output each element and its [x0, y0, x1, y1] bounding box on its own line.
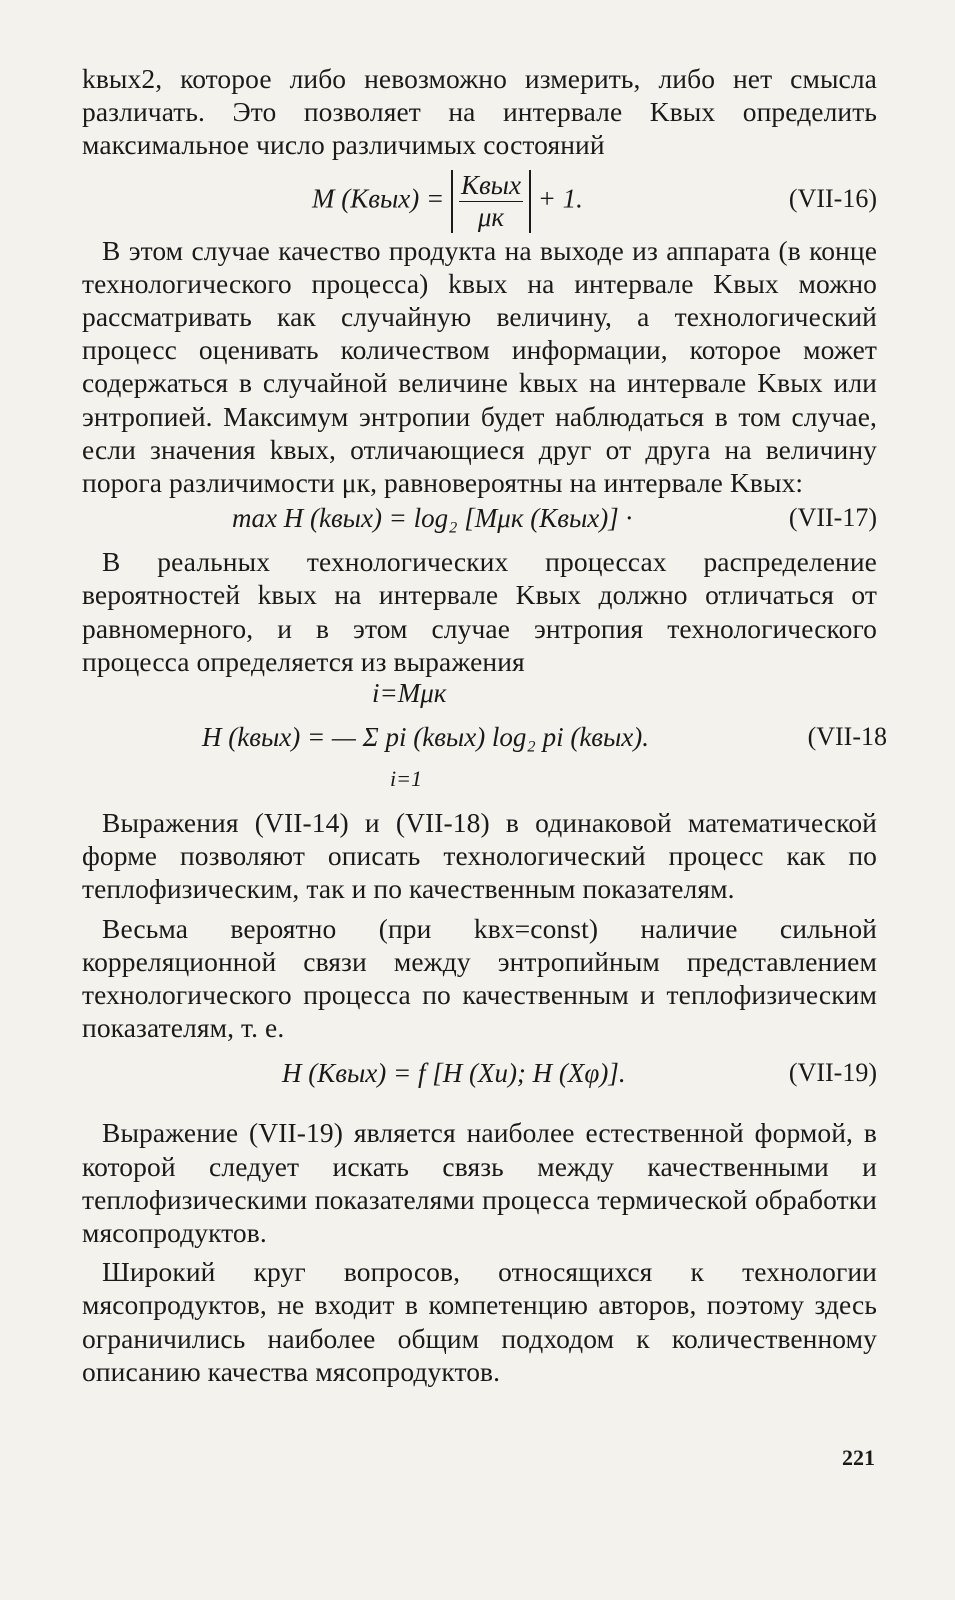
paragraph-2: В этом случае качество продукта на выходе из аппарата (в конце технологического процесса) kвых на интервале Kвых можно рассматривать как случайную величину, а технологический процесс оценивать количеством информации, которое может содержаться в случайной величине kвых на интервале Kвых или энтропией. Максимум энтропии будет наблюдаться в том случае, если значения kвых, отличающиеся друг от друга на величину порога различимости μк, равновероятны на интервале Kвых:	[82, 234, 877, 499]
formula-16-fraction	[451, 170, 531, 233]
formula-16-number: (VII-16)	[788, 183, 877, 213]
formula-vii-16	[82, 162, 877, 234]
formula-19-expression: H (Kвых) = f [H (Xu); H (Xφ)].	[282, 1058, 626, 1089]
paragraph-4: Выражения (VII-14) и (VII-18) в одинаковой математической форме позволяют описать технологический процесс как по теплофизическим, так и по качественным показателям.	[82, 807, 877, 905]
paragraph-6: Выражение (VII-19) является наиболее естественной формой, в которой следует искать связь между качественными и теплофизическими показателями процесса термической обработки мясопродуктов.	[82, 1117, 877, 1249]
formula-16-lhs: M (Kвых) =	[312, 183, 445, 214]
formula-vii-19	[82, 1044, 877, 1110]
formula-16-denominator: μк	[477, 201, 505, 232]
formula-18-expression: H (kвых) = — Σ pi (kвых) log₂ pi (kвых).	[202, 722, 650, 753]
formula-18-upper-limit: i=Mμк	[372, 678, 447, 709]
paragraph-7: Широкий круг вопросов, относящихся к технологии мясопродуктов, не входит в компетенцию авторов, поэтому здесь ограничились наиболее общим подходом к количественному описанию качества мясопродуктов.	[82, 1256, 877, 1387]
formula-vii-18	[82, 678, 887, 806]
formula-17-expression: max H (kвых) = log₂ [Mμк (Kвых)] ·	[232, 503, 633, 534]
paragraph-5: Весьма вероятно (при kвх=const) наличие сильной корреляционной связи между энтропийным представлением технологического процесса по качественным и теплофизическим показателям, т. е.	[82, 912, 877, 1044]
page-number: 221	[842, 1445, 875, 1470]
formula-18-lower-limit: i=1	[390, 766, 422, 792]
formula-16-rhs: + 1.	[537, 183, 583, 214]
paragraph-1: kвых2, которое либо невозможно измерить, либо нет смысла различать. Это позволяет на интервале Kвых определить максимальное число различимых состояний	[82, 63, 877, 161]
formula-vii-17	[82, 499, 877, 545]
formula-19-number: (VII-19)	[788, 1058, 877, 1088]
formula-18-number: (VII-18	[807, 722, 887, 752]
formula-17-number: (VII-17)	[788, 503, 877, 533]
paragraph-3: В реальных технологических процессах распределение вероятностей kвых на интервале Kвых должно отличаться от равномерного, и в этом случае энтропия технологического процесса определяется из выражения	[82, 546, 877, 677]
formula-16-numerator: Kвых	[460, 169, 521, 200]
